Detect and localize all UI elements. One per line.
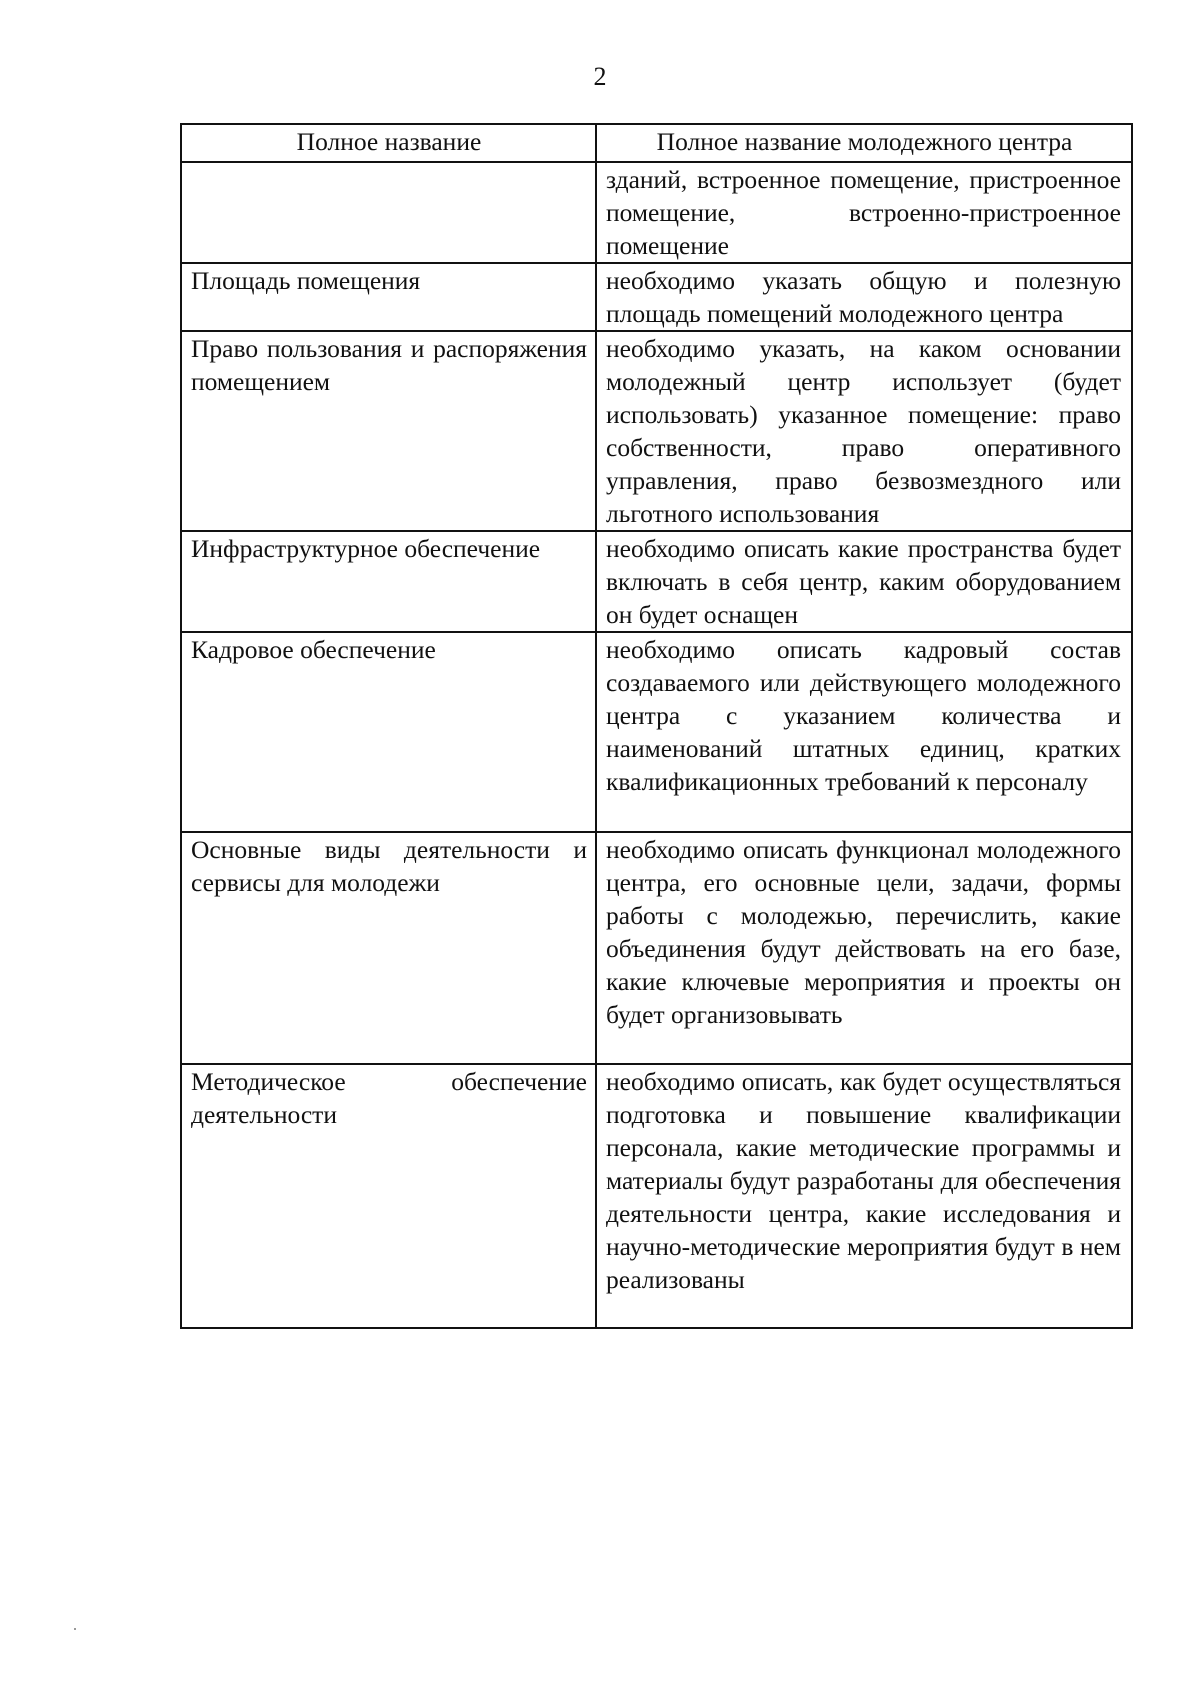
row-value-cell: необходимо описать кадровый состав создаваемого или действующего молодежного центра с указанием количества и наименований штатных единиц, кратких квалификационных требований к персоналу — [596, 632, 1132, 832]
table-row — [181, 263, 1132, 331]
table-row — [181, 162, 1132, 263]
header-center-full-name: Полное название молодежного центра — [596, 124, 1132, 162]
row-value-cell: зданий, встроенное помещение, пристроенное помещение, встроенно-пристроенное помещение — [596, 162, 1132, 263]
row-name-cell: Инфраструктурное обеспечение — [181, 531, 596, 632]
row-name-cell — [181, 162, 596, 263]
row-value-cell: необходимо описать функционал молодежного центра, его основные цели, задачи, формы работы с молодежью, перечислить, какие объединения будут действовать на его базе, какие ключевые мероприятия и проекты он будет организовывать — [596, 832, 1132, 1064]
table-row — [181, 1064, 1132, 1328]
row-name-cell: Методическое обеспечение деятельности — [181, 1064, 596, 1328]
scan-speck — [74, 1628, 76, 1630]
table-body — [181, 162, 1132, 1328]
row-value-cell: необходимо описать, как будет осуществляться подготовка и повышение квалификации персонала, какие методические программы и материалы будут разработаны для обеспечения деятельности центра, какие исследования и научно-методические мероприятия будут в нем реализованы — [596, 1064, 1132, 1328]
row-value-cell: необходимо описать какие пространства будет включать в себя центр, каким оборудованием он будет оснащен — [596, 531, 1132, 632]
row-value-cell: необходимо указать общую и полезную площадь помещений молодежного центра — [596, 263, 1132, 331]
table-header-row — [181, 124, 1132, 162]
requirements-table — [180, 123, 1133, 1329]
table-header — [181, 124, 1132, 162]
page-number: 2 — [593, 62, 607, 91]
row-name-cell: Право пользования и распоряжения помещением — [181, 331, 596, 531]
row-value-cell: необходимо указать, на каком основании молодежный центр использует (будет использовать) указанное помещение: право собственности, право оперативного управления, право безвозмездного или льготного использования — [596, 331, 1132, 531]
header-full-name: Полное название — [181, 124, 596, 162]
table-row — [181, 331, 1132, 531]
table-row — [181, 531, 1132, 632]
table-row — [181, 632, 1132, 832]
row-name-cell: Кадровое обеспечение — [181, 632, 596, 832]
table-row — [181, 832, 1132, 1064]
row-name-cell: Основные виды деятельности и сервисы для молодежи — [181, 832, 596, 1064]
row-name-cell: Площадь помещения — [181, 263, 596, 331]
